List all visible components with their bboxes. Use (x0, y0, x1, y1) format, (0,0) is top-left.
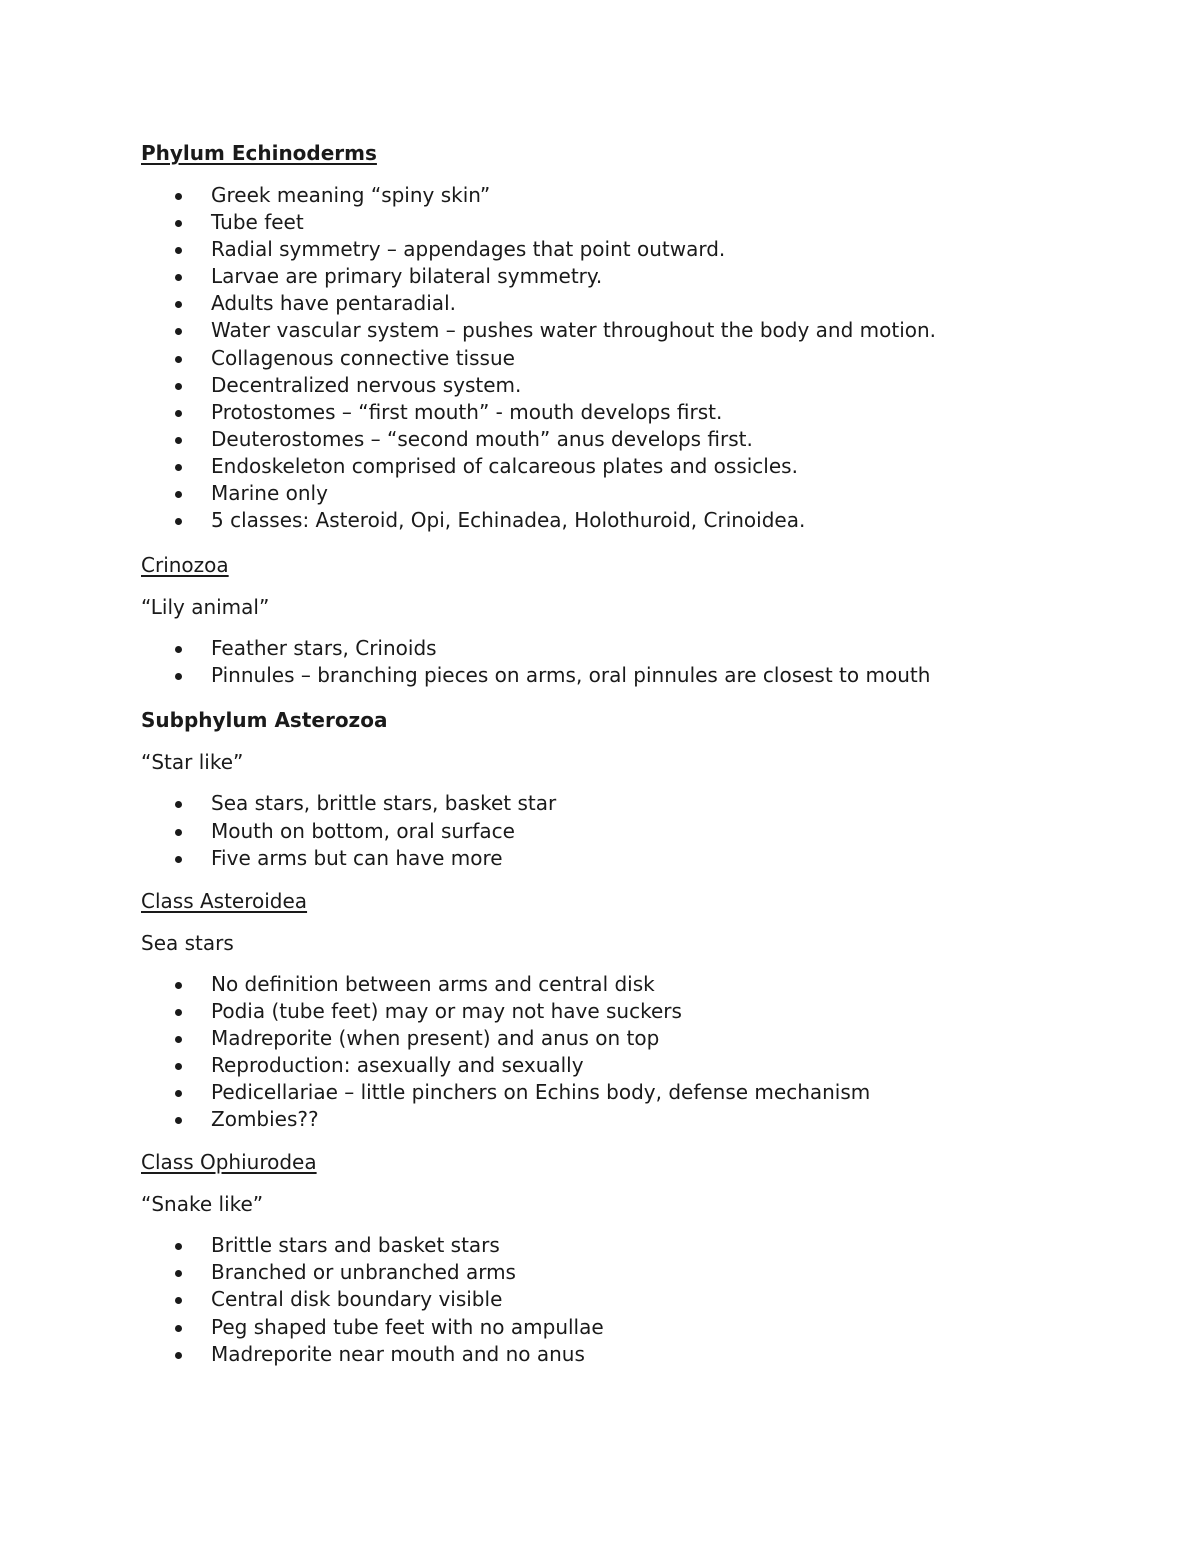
list-item: Water vascular system – pushes water throughout the body and motion. (141, 317, 1041, 344)
section-intro: “Snake like” (141, 1192, 264, 1217)
list-item: Mouth on bottom, oral surface (141, 818, 1041, 845)
list-item: Madreporite (when present) and anus on top (141, 1025, 1041, 1052)
list-item: Madreporite near mouth and no anus (141, 1341, 1041, 1368)
list-item: Brittle stars and basket stars (141, 1232, 1041, 1259)
bullet-list (141, 971, 1041, 1134)
list-item: Deuterostomes – “second mouth” anus develops first. (141, 426, 1041, 453)
bullet-list (141, 1232, 1041, 1367)
bullet-list (141, 635, 1041, 689)
list-item: 5 classes: Asteroid, Opi, Echinadea, Holothuroid, Crinoidea. (141, 507, 1041, 534)
bullet-icon (175, 1117, 182, 1124)
bullet-icon (175, 1009, 182, 1016)
list-item: Podia (tube feet) may or may not have suckers (141, 998, 1041, 1025)
bullet-icon (175, 464, 182, 471)
list-item: Decentralized nervous system. (141, 372, 1041, 399)
section-heading: Crinozoa (141, 553, 229, 578)
bullet-icon (175, 247, 182, 254)
list-item: Radial symmetry – appendages that point outward. (141, 236, 1041, 263)
section-intro: “Lily animal” (141, 595, 270, 620)
bullet-icon (175, 1090, 182, 1097)
bullet-icon (175, 646, 182, 653)
section-phylum-echinoderms (141, 139, 1041, 534)
bullet-list (141, 790, 1041, 871)
list-item: Greek meaning “spiny skin” (141, 182, 1041, 209)
bullet-icon (175, 1352, 182, 1359)
bullet-icon (175, 1036, 182, 1043)
bullet-icon (175, 829, 182, 836)
document-page (141, 139, 1041, 1368)
list-item: Tube feet (141, 209, 1041, 236)
bullet-icon (175, 1297, 182, 1304)
bullet-icon (175, 518, 182, 525)
bullet-icon (175, 220, 182, 227)
list-item: Pinnules – branching pieces on arms, oral pinnules are closest to mouth (141, 662, 1041, 689)
list-item: Pedicellariae – little pinchers on Echins body, defense mechanism (141, 1079, 1041, 1106)
bullet-icon (175, 1270, 182, 1277)
list-item: Branched or unbranched arms (141, 1259, 1041, 1286)
list-item: Peg shaped tube feet with no ampullae (141, 1314, 1041, 1341)
list-item: Adults have pentaradial. (141, 290, 1041, 317)
list-item: Marine only (141, 480, 1041, 507)
list-item: Collagenous connective tissue (141, 345, 1041, 372)
bullet-icon (175, 1063, 182, 1070)
bullet-icon (175, 1243, 182, 1250)
section-heading: Phylum Echinoderms (141, 141, 377, 165)
section-heading: Class Ophiurodea (141, 1150, 317, 1175)
list-item: Zombies?? (141, 1106, 1041, 1133)
bullet-icon (175, 673, 182, 680)
section-class-asteroidea (141, 887, 1041, 1134)
bullet-icon (175, 982, 182, 989)
list-item: Protostomes – “first mouth” - mouth develops first. (141, 399, 1041, 426)
section-intro: Sea stars (141, 930, 234, 955)
section-intro: “Star like” (141, 750, 244, 775)
section-crinozoa (141, 551, 1041, 689)
list-item: Reproduction: asexually and sexually (141, 1052, 1041, 1079)
list-item: Feather stars, Crinoids (141, 635, 1041, 662)
bullet-icon (175, 437, 182, 444)
bullet-icon (175, 410, 182, 417)
bullet-icon (175, 328, 182, 335)
list-item: Larvae are primary bilateral symmetry. (141, 263, 1041, 290)
section-heading: Subphylum Asterozoa (141, 708, 388, 733)
bullet-icon (175, 356, 182, 363)
bullet-icon (175, 1325, 182, 1332)
bullet-icon (175, 383, 182, 390)
list-item: Sea stars, brittle stars, basket star (141, 790, 1041, 817)
bullet-icon (175, 274, 182, 281)
list-item: Central disk boundary visible (141, 1286, 1041, 1313)
list-item: Endoskeleton comprised of calcareous plates and ossicles. (141, 453, 1041, 480)
list-item: No definition between arms and central disk (141, 971, 1041, 998)
bullet-icon (175, 193, 182, 200)
bullet-icon (175, 491, 182, 498)
bullet-icon (175, 856, 182, 863)
section-heading: Class Asteroidea (141, 888, 308, 913)
bullet-icon (175, 301, 182, 308)
section-subphylum-asterozoa (141, 706, 1041, 871)
section-class-ophiurodea (141, 1148, 1041, 1367)
bullet-list (141, 182, 1041, 534)
list-item: Five arms but can have more (141, 845, 1041, 872)
bullet-icon (175, 801, 182, 808)
